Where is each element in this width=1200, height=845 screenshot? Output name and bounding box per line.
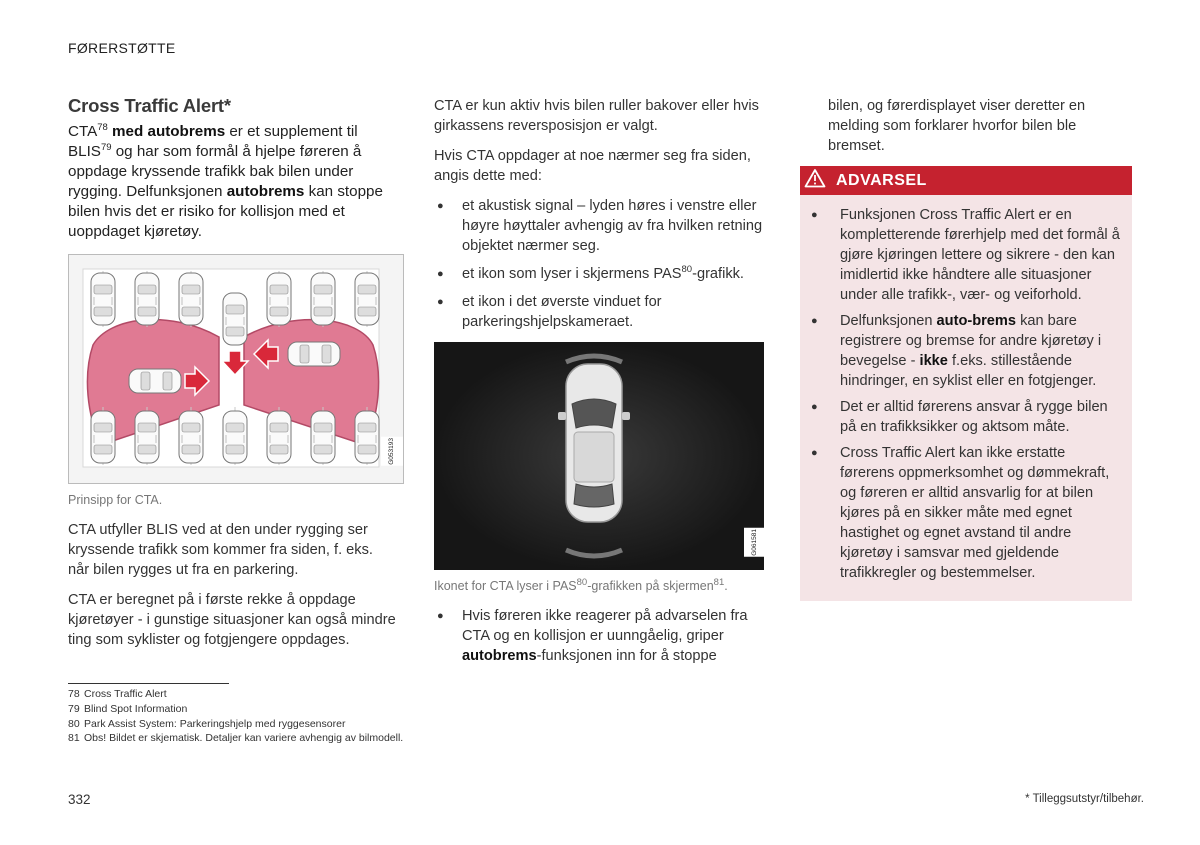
bullet-icon: ● — [811, 447, 818, 459]
list-item: ● Delfunksjonen auto-brems kan bare registrere og bremse for andre kjøretøy i bevegelse - ikke f.eks. stillestående hindringer, en syklist eller en fotgjenger. — [811, 313, 1102, 389]
footnote: 80 Park Assist System: Parkeringshjelp med ryggesensorer — [68, 717, 346, 730]
warning-box — [800, 166, 1132, 601]
column-2 — [434, 96, 764, 676]
footnotes — [68, 683, 403, 746]
figure-caption: Prinsipp for CTA. — [68, 493, 163, 507]
bullet-icon: ● — [437, 268, 444, 280]
list-item: ● Det er alltid førerens ansvar å rygge bilen på en trafikksikker og aktsom måte. — [811, 399, 1108, 435]
list-item: ● et ikon som lyser i skjermens PAS$^{80}$-grafikk. — [437, 264, 744, 282]
indication-list — [434, 196, 764, 332]
car-top-view-icon — [558, 364, 630, 522]
list-item: ● Funksjonen Cross Traffic Alert er en kompletterende førerhjelp med det formål å gjøre kjøringen lettere og sikrere - den kan imidlertid ikke håndtere alle situasjoner under alle trafikk-, vær- og veiforhold. — [811, 207, 1120, 303]
bullet-icon: ● — [437, 296, 444, 308]
section-header: FØRERSTØTTE — [68, 40, 176, 56]
footnote-ref-79[interactable]: 79 — [100, 141, 112, 153]
footnote-ref-78[interactable]: 78 — [97, 121, 108, 133]
column-1 — [68, 96, 398, 660]
paragraph-cta-purpose: CTA er beregnet på i første rekke å oppdage kjøretøyer - i gunstige situasjoner kan også mindre ting som syklister og fotgjengere oppdages. — [68, 592, 396, 648]
warning-triangle-icon — [800, 168, 830, 194]
bullet-icon: ● — [811, 315, 818, 327]
warning-header — [800, 166, 1132, 195]
footnote-ref-80[interactable]: 80 — [681, 264, 693, 276]
list-item: ● et ikon i det øverste vinduet for parkeringshjelpskameraet. — [437, 294, 662, 330]
warning-list — [808, 205, 1122, 583]
figure-code: G053193 — [381, 437, 403, 466]
footnote: 81 Obs! Bildet er skjematisk. Detaljer kan variere avhengig av bilmodell. — [68, 732, 404, 745]
footnote-ref-80[interactable]: 80 — [576, 576, 588, 588]
list-item: ● Hvis føreren ikke reagerer på advarselen fra CTA og en kollisjon er uunngåelig, griper autobrems-funksjonen inn for å stoppe — [437, 608, 748, 664]
footnote-divider — [68, 683, 229, 684]
list-item: ● Cross Traffic Alert kan ikke erstatte førerens oppmerksomhet og dømmekraft, og føreren er alltid ansvarlig for at bilen kjøres på en sikker måte med egnet hastighet og egnet avstand til andre kjøretøy i samsvar med gjeldende trafikkregler og bestemmelser. — [811, 445, 1110, 581]
list-item: ● et akustisk signal – lyden høres i venstre eller høyre høyttaler avhengig av fra hvilken retning objektet nærmer seg. — [437, 198, 763, 254]
cta-principle-diagram — [68, 254, 404, 484]
column-3 — [800, 96, 1132, 601]
footnote: 78 Cross Traffic Alert — [68, 688, 167, 700]
parking-lot-illustration — [69, 255, 403, 483]
figure-caption: Ikonet for CTA lyser i PAS$^{80}$-grafikken på skjermen$^{81}$. — [434, 576, 728, 593]
paragraph-cta-detect: Hvis CTA oppdager at noe nærmer seg fra siden, angis dette med: — [434, 148, 751, 184]
paragraph-cta-blis: CTA utfyller BLIS ved at den under rygging ser kryssende trafikk som kommer fra siden, f. eks. når bilen rygges ut fra en parkering. — [68, 522, 373, 578]
continued-paragraph: bilen, og førerdisplayet viser deretter en melding som forklarer hvorfor bilen ble bremset. — [828, 98, 1086, 154]
bullet-icon: ● — [437, 200, 444, 212]
pas-screen-image — [434, 342, 764, 570]
bullet-icon: ● — [437, 610, 444, 622]
warning-title: ADVARSEL — [836, 171, 927, 189]
bullet-icon: ● — [811, 401, 818, 413]
footnote: 79 Blind Spot Information — [68, 702, 188, 715]
section-title: Cross Traffic Alert* — [68, 95, 231, 116]
figure-code: G061581 — [744, 528, 766, 557]
intro-paragraph: CTA$^{78}$ med autobrems er et supplement til BLIS$^{79}$ og har som formål å hjelpe føreren å oppdage kryssende trafikk bak bilen under rygging. Delfunksjonen autobrems kan stoppe bilen hvis det er risiko for kollisjon med et uoppdaget kjøretøy. — [68, 121, 383, 240]
accessory-note: * Tilleggsutstyr/tilbehør. — [1025, 793, 1144, 805]
bullet-icon: ● — [811, 209, 818, 221]
autobrake-list — [434, 606, 764, 666]
page-number: 332 — [68, 792, 91, 807]
footnote-ref-81[interactable]: 81 — [713, 576, 725, 588]
paragraph-cta-active: CTA er kun aktiv hvis bilen ruller bakover eller hvis girkassens reversposisjon er valgt. — [434, 98, 759, 134]
